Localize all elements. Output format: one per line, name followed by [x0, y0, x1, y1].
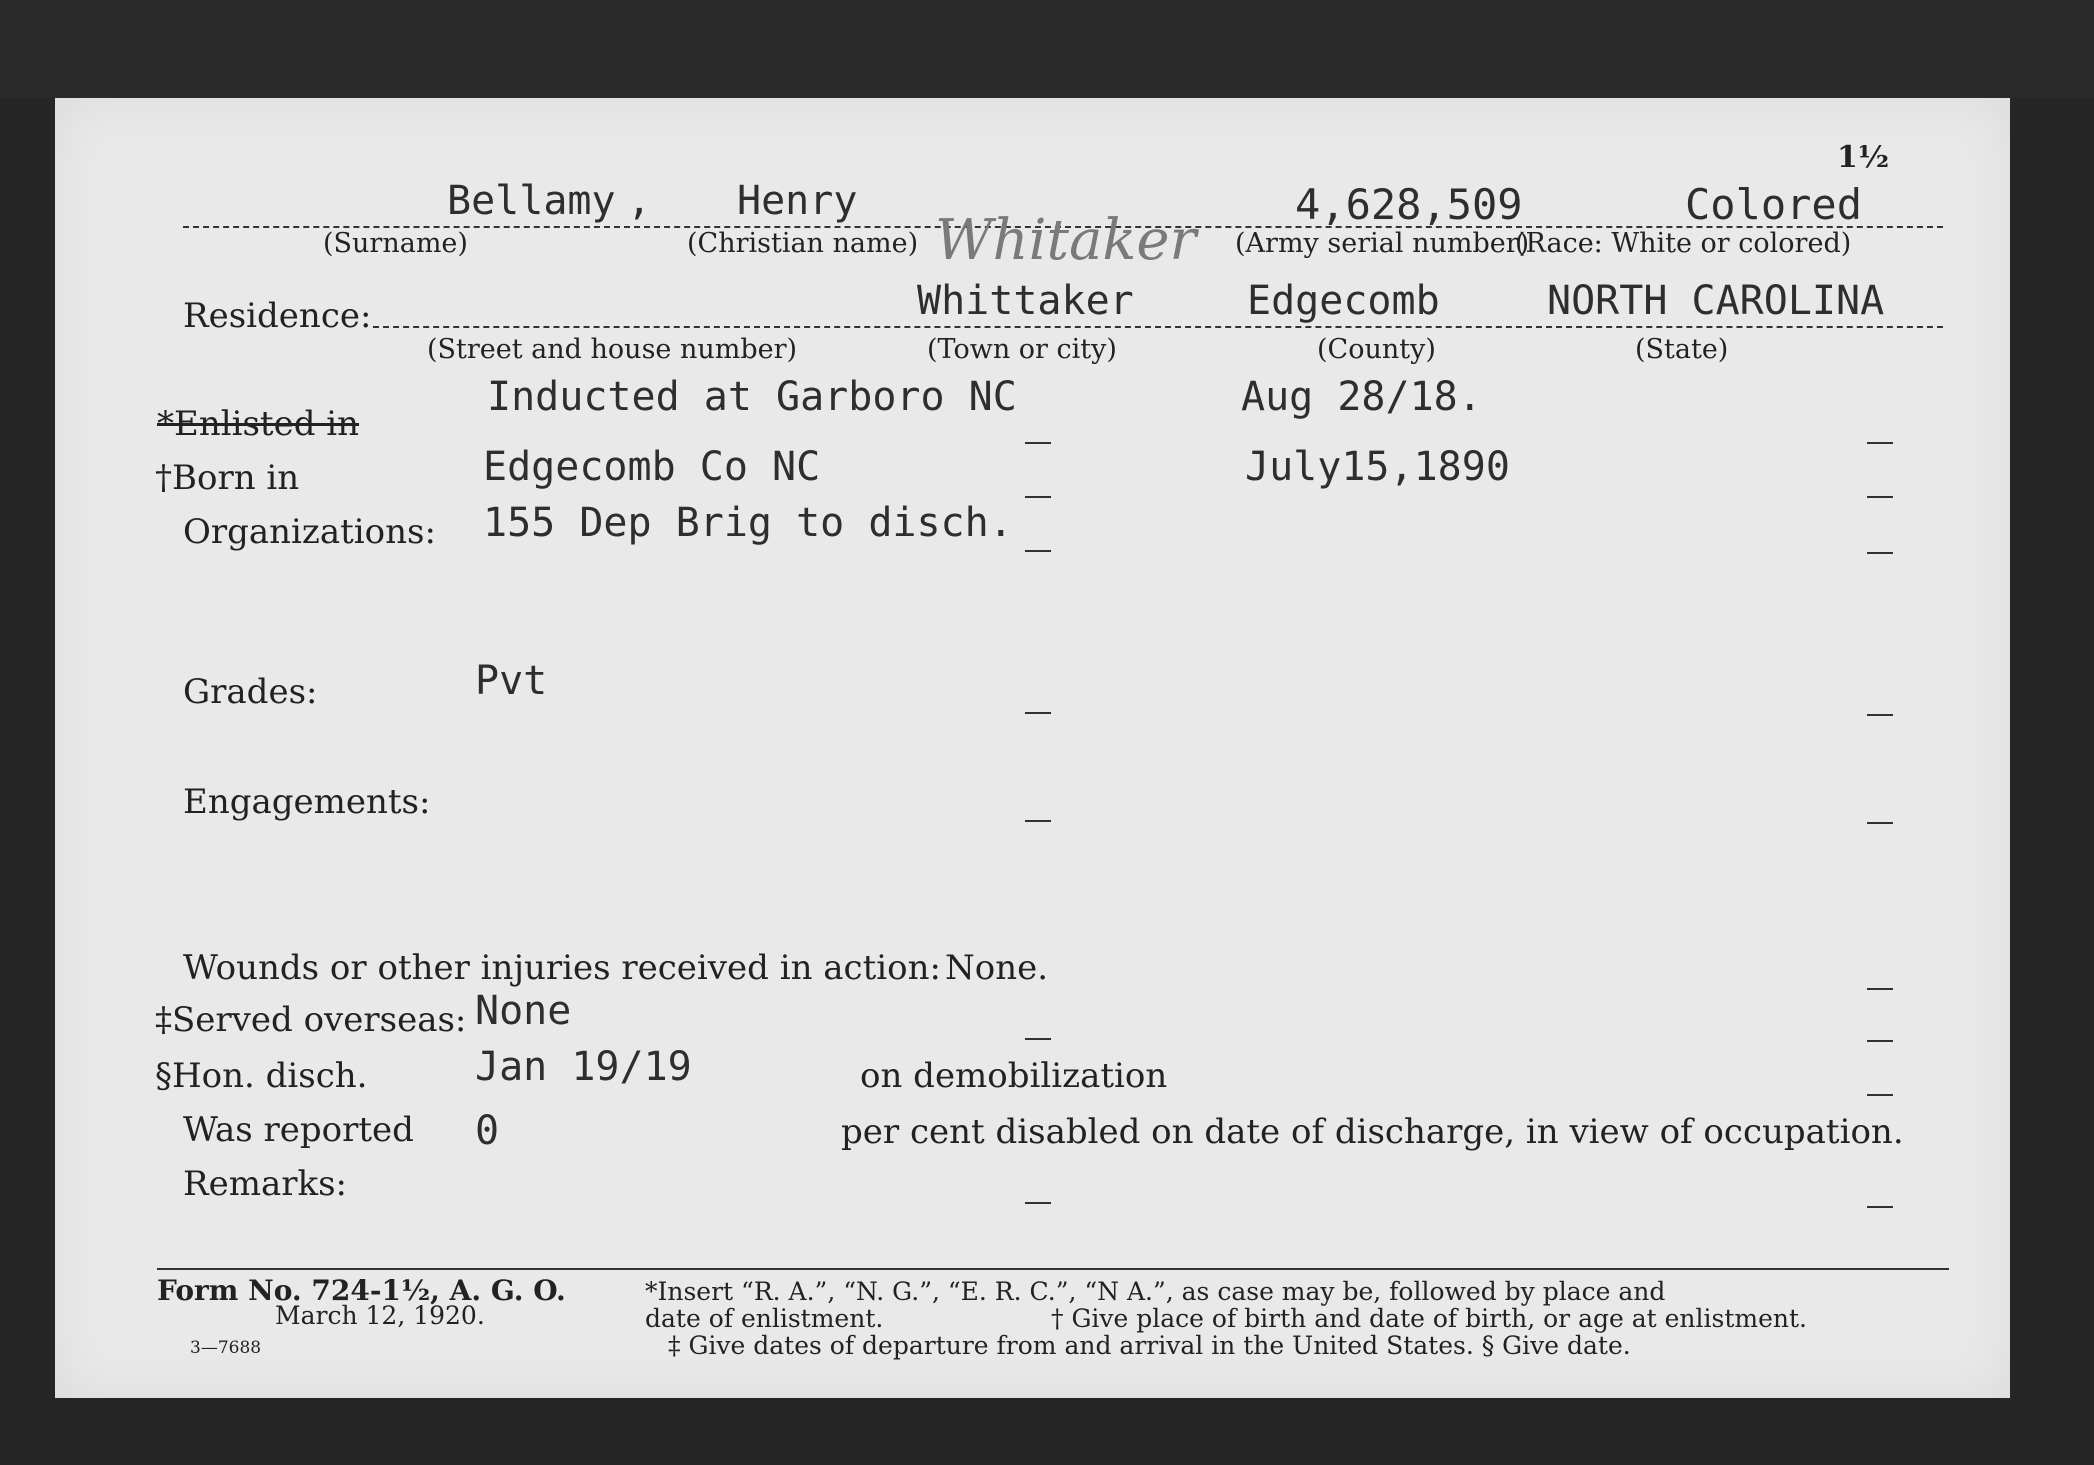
field-end-mark — [1867, 988, 1893, 990]
footnote-overseas: ‡ Give dates of departure from and arrival in the United States. § Give date. — [668, 1331, 1631, 1360]
field-divider-mark — [1025, 442, 1051, 444]
disability-statement: per cent disabled on date of discharge, in view of occupation. — [841, 1112, 1904, 1152]
residence-state-value: NORTH CAROLINA — [1547, 278, 1885, 324]
form-date: March 12, 1920. — [275, 1301, 485, 1330]
grades-value: Pvt — [475, 658, 548, 704]
served-overseas-label: ‡Served overseas: — [155, 1000, 467, 1040]
field-end-mark — [1867, 822, 1893, 824]
field-divider-mark — [1025, 496, 1051, 498]
hon-disch-date-value: Jan 19/19 — [475, 1044, 692, 1090]
field-end-mark — [1867, 1040, 1893, 1042]
scan-background — [0, 0, 2094, 98]
street-caption: (Street and house number) — [427, 334, 798, 365]
born-label: †Born in — [155, 458, 300, 498]
residence-line-rule — [373, 326, 1943, 328]
footnote-birth: † Give place of birth and date of birth, or age at enlistment. — [1051, 1304, 1807, 1333]
wounds-value: None. — [945, 948, 1049, 988]
disability-percent-value: 0 — [475, 1108, 500, 1154]
remarks-label: Remarks: — [183, 1164, 347, 1204]
state-caption: (State) — [1635, 334, 1729, 365]
serial-number-value: 4,628,509 — [1295, 180, 1523, 229]
organizations-value: 155 Dep Brig to disch. — [483, 500, 1013, 546]
field-divider-mark — [1025, 1202, 1051, 1204]
field-end-mark — [1867, 714, 1893, 716]
card-fraction: 1½ — [1837, 140, 1890, 175]
service-record-card — [55, 98, 2010, 1398]
handwritten-town-annotation: Whitaker — [935, 208, 1197, 273]
race-value: Colored — [1685, 180, 1863, 229]
field-divider-mark — [1025, 712, 1051, 714]
form-number: Form No. 724-1½, A. G. O. — [157, 1274, 566, 1307]
hon-disch-note: on demobilization — [860, 1056, 1168, 1096]
grades-label: Grades: — [183, 672, 318, 712]
surname-value: Bellamy — [447, 178, 616, 224]
footnote-insert: *Insert “R. A.”, “N. G.”, “E. R. C.”, “N A.”, as case may be, followed by place and — [645, 1277, 1666, 1306]
town-caption: (Town or city) — [927, 334, 1117, 365]
christian-name-caption: (Christian name) — [687, 228, 919, 259]
enlisted-label: *Enlisted in — [157, 404, 360, 444]
field-end-mark — [1867, 496, 1893, 498]
county-caption: (County) — [1317, 334, 1436, 365]
footnote-insert-cont: date of enlistment. — [645, 1304, 884, 1333]
residence-label: Residence: — [183, 296, 372, 336]
was-reported-label: Was reported — [183, 1110, 414, 1150]
born-place-value: Edgecomb Co NC — [483, 444, 821, 490]
born-date-value: July15,1890 — [1245, 444, 1510, 490]
hon-disch-label: §Hon. disch. — [155, 1056, 368, 1096]
enlisted-place-value: Inducted at Garboro NC — [487, 374, 1017, 420]
field-divider-mark — [1025, 820, 1051, 822]
enlisted-date-value: Aug 28/18. — [1241, 374, 1482, 420]
surname-caption: (Surname) — [323, 228, 468, 259]
field-end-mark — [1867, 552, 1893, 554]
residence-town-value: Whittaker — [917, 278, 1134, 324]
race-caption: (Race: White or colored) — [1515, 228, 1852, 259]
footer-rule — [157, 1268, 1949, 1270]
serial-number-caption: (Army serial number) — [1235, 228, 1530, 259]
field-end-mark — [1867, 1094, 1893, 1096]
field-end-mark — [1867, 442, 1893, 444]
field-end-mark — [1867, 1206, 1893, 1208]
engagements-label: Engagements: — [183, 782, 431, 822]
field-divider-mark — [1025, 550, 1051, 552]
name-separator: , — [627, 178, 652, 224]
christian-name-value: Henry — [737, 178, 858, 224]
field-divider-mark — [1025, 1038, 1051, 1040]
served-overseas-value: None — [475, 988, 572, 1034]
residence-county-value: Edgecomb — [1247, 278, 1440, 324]
print-code: 3—7688 — [190, 1338, 262, 1358]
wounds-label: Wounds or other injuries received in action: — [183, 948, 941, 988]
organizations-label: Organizations: — [183, 512, 436, 552]
